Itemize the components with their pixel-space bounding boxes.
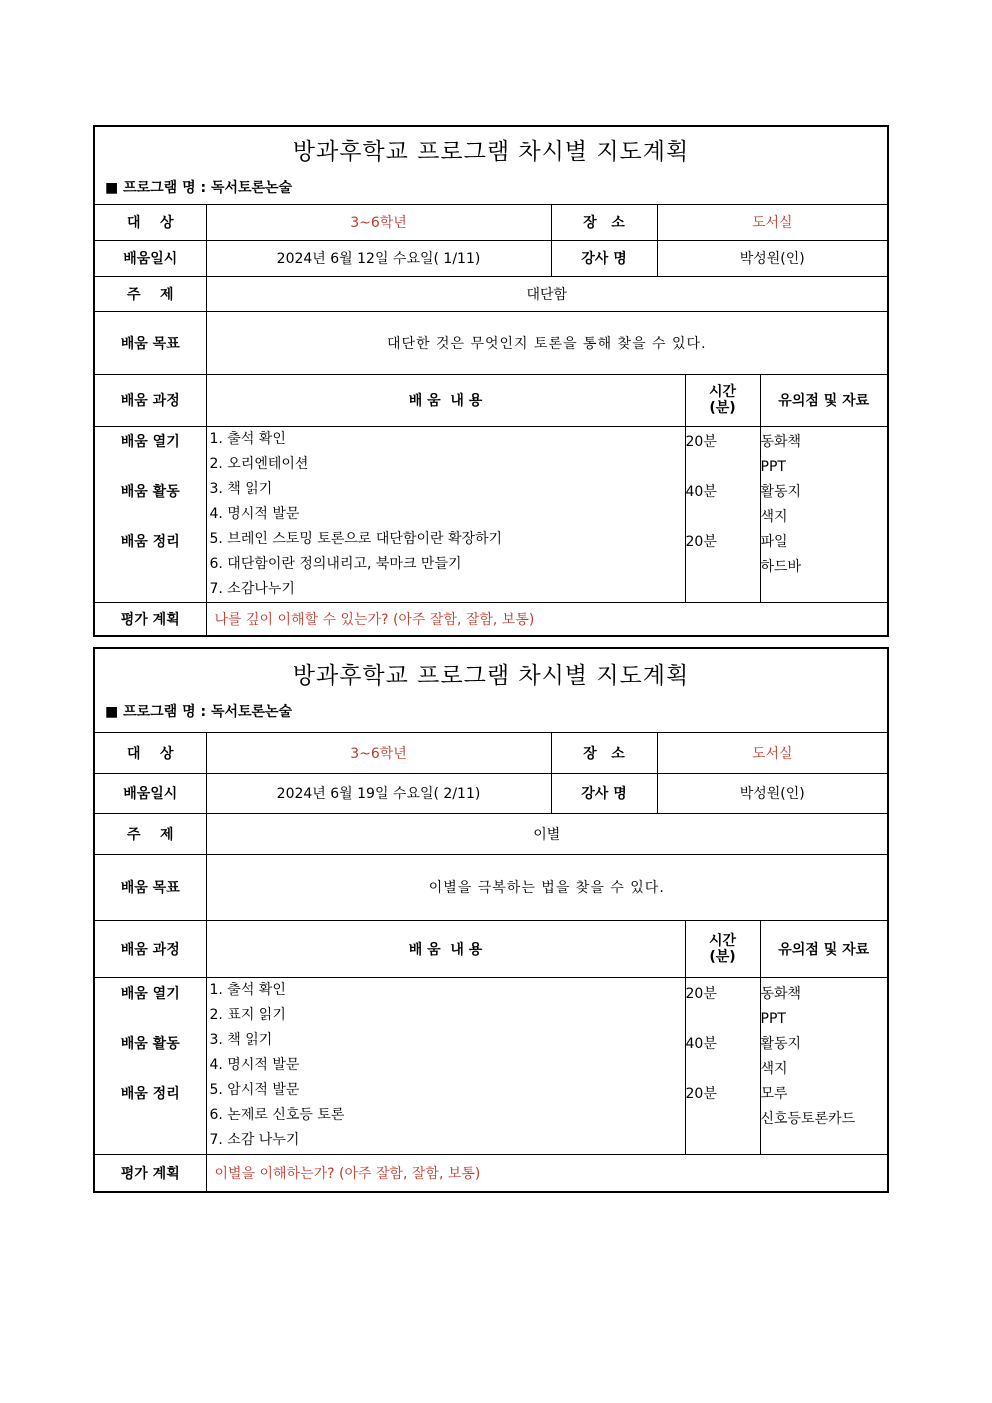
material-item: 활동지 (760, 1035, 802, 1052)
step-item: 7. 소감나누기 (209, 580, 295, 597)
material-item: 색지 (760, 1060, 788, 1077)
plan-table (95, 733, 887, 1191)
place-label: 장 소 (551, 205, 657, 240)
date-value: 2024년 6월 12일 수요일( 1/11) (206, 240, 551, 276)
step-item: 6. 논제로 신호등 토론 (209, 1106, 345, 1123)
evaluation-label: 평가 계획 (95, 1154, 206, 1191)
step-item: 4. 명시적 발문 (209, 505, 300, 522)
program-name: ■ 프로그램 명 : 독서토론논술 (105, 704, 293, 720)
material-item: 하드바 (760, 558, 802, 575)
target-value: 3~6학년 (206, 733, 551, 773)
time-item: 20분 (685, 533, 717, 550)
materials-cell (760, 977, 887, 1154)
stage-closing: 배움 정리 (120, 1085, 180, 1102)
topic-label: 주 제 (95, 276, 206, 311)
date-label: 배움일시 (95, 240, 206, 276)
plan-table (95, 205, 887, 636)
evaluation-value: 나를 깊이 이해할 수 있는가? (아주 잘함, 잘함, 보통) (206, 602, 887, 636)
step-item: 5. 암시적 발문 (209, 1081, 300, 1098)
process-label: 배움 과정 (95, 374, 206, 426)
material-item: 활동지 (760, 483, 802, 500)
stage-opening: 배움 열기 (120, 985, 180, 1002)
material-item: 동화책 (760, 433, 802, 450)
stage-activity: 배움 활동 (120, 483, 180, 500)
materials-cell (760, 426, 887, 602)
time-item: 20분 (685, 433, 717, 450)
step-item: 3. 책 읽기 (209, 1031, 273, 1048)
stages-cell (95, 426, 206, 602)
plan-title: 방과후학교 프로그램 차시별 지도계획 (292, 139, 690, 165)
times-cell (685, 977, 760, 1154)
topic-value: 대단함 (206, 276, 887, 311)
evaluation-label: 평가 계획 (95, 602, 206, 636)
goal-label: 배움 목표 (95, 311, 206, 374)
step-item: 5. 브레인 스토밍 토론으로 대단함이란 확장하기 (209, 530, 503, 547)
material-item: 동화책 (760, 985, 802, 1002)
step-item: 6. 대단함이란 정의내리고, 북마크 만들기 (209, 555, 462, 572)
goal-value: 이별을 극복하는 법을 찾을 수 있다. (206, 854, 887, 920)
material-item: 색지 (760, 508, 788, 525)
stages-cell (95, 977, 206, 1154)
content-label: 배 움 내 용 (206, 374, 685, 426)
target-value: 3~6학년 (206, 205, 551, 240)
date-label: 배움일시 (95, 773, 206, 813)
step-item: 3. 책 읽기 (209, 480, 273, 497)
time-label: 시간(분) (685, 920, 760, 977)
material-item: PPT (760, 458, 786, 475)
material-item: 파일 (760, 533, 788, 550)
notes-label: 유의점 및 자료 (760, 374, 887, 426)
target-label: 대 상 (95, 205, 206, 240)
stage-closing: 배움 정리 (120, 533, 180, 550)
step-item: 1. 출석 확인 (209, 981, 286, 998)
stage-activity: 배움 활동 (120, 1035, 180, 1052)
time-label: 시간(분) (685, 374, 760, 426)
place-value: 도서실 (657, 733, 887, 773)
notes-label: 유의점 및 자료 (760, 920, 887, 977)
stage-opening: 배움 열기 (120, 433, 180, 450)
process-label: 배움 과정 (95, 920, 206, 977)
lesson-plan-1 (93, 125, 889, 637)
goal-label: 배움 목표 (95, 854, 206, 920)
topic-label: 주 제 (95, 813, 206, 854)
plan-header (95, 127, 887, 205)
evaluation-value: 이별을 이해하는가? (아주 잘함, 잘함, 보통) (206, 1154, 887, 1191)
step-item: 2. 표지 읽기 (209, 1006, 286, 1023)
goal-value: 대단한 것은 무엇인지 토론을 통해 찾을 수 있다. (206, 311, 887, 374)
time-item: 40분 (685, 483, 717, 500)
step-item: 2. 오리엔테이션 (209, 455, 309, 472)
date-value: 2024년 6월 19일 수요일( 2/11) (206, 773, 551, 813)
times-cell (685, 426, 760, 602)
place-value: 도서실 (657, 205, 887, 240)
topic-value: 이별 (206, 813, 887, 854)
program-name: ■ 프로그램 명 : 독서토론논술 (105, 180, 293, 196)
teacher-label: 강사 명 (551, 773, 657, 813)
teacher-label: 강사 명 (551, 240, 657, 276)
steps-cell (206, 977, 685, 1154)
teacher-value: 박성원(인) (657, 240, 887, 276)
target-label: 대 상 (95, 733, 206, 773)
step-item: 7. 소감 나누기 (209, 1131, 300, 1148)
lesson-plan-2 (93, 647, 889, 1193)
content-label: 배 움 내 용 (206, 920, 685, 977)
teacher-value: 박성원(인) (657, 773, 887, 813)
material-item: 모루 (760, 1085, 788, 1102)
steps-cell (206, 426, 685, 602)
plan-title: 방과후학교 프로그램 차시별 지도계획 (292, 663, 690, 689)
plan-header (95, 649, 887, 733)
time-item: 20분 (685, 1085, 717, 1102)
time-item: 40분 (685, 1035, 717, 1052)
place-label: 장 소 (551, 733, 657, 773)
step-item: 1. 출석 확인 (209, 430, 286, 447)
step-item: 4. 명시적 발문 (209, 1056, 300, 1073)
time-item: 20분 (685, 985, 717, 1002)
material-item: PPT (760, 1010, 786, 1027)
material-item: 신호등토론카드 (760, 1110, 856, 1127)
